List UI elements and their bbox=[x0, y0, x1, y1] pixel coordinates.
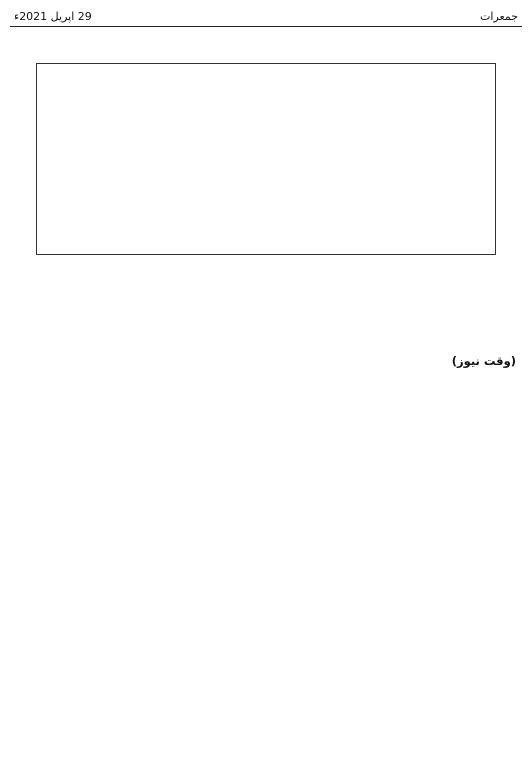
article-body bbox=[10, 351, 522, 372]
date-header bbox=[10, 8, 522, 27]
article-first-line bbox=[16, 351, 516, 372]
header-day-date: جمعرات bbox=[480, 10, 518, 23]
headline-box bbox=[36, 63, 496, 255]
header-gregorian-date: 29 اپریل 2021ء bbox=[14, 10, 92, 23]
article-dateline: (وقت نیوز) bbox=[451, 354, 516, 368]
